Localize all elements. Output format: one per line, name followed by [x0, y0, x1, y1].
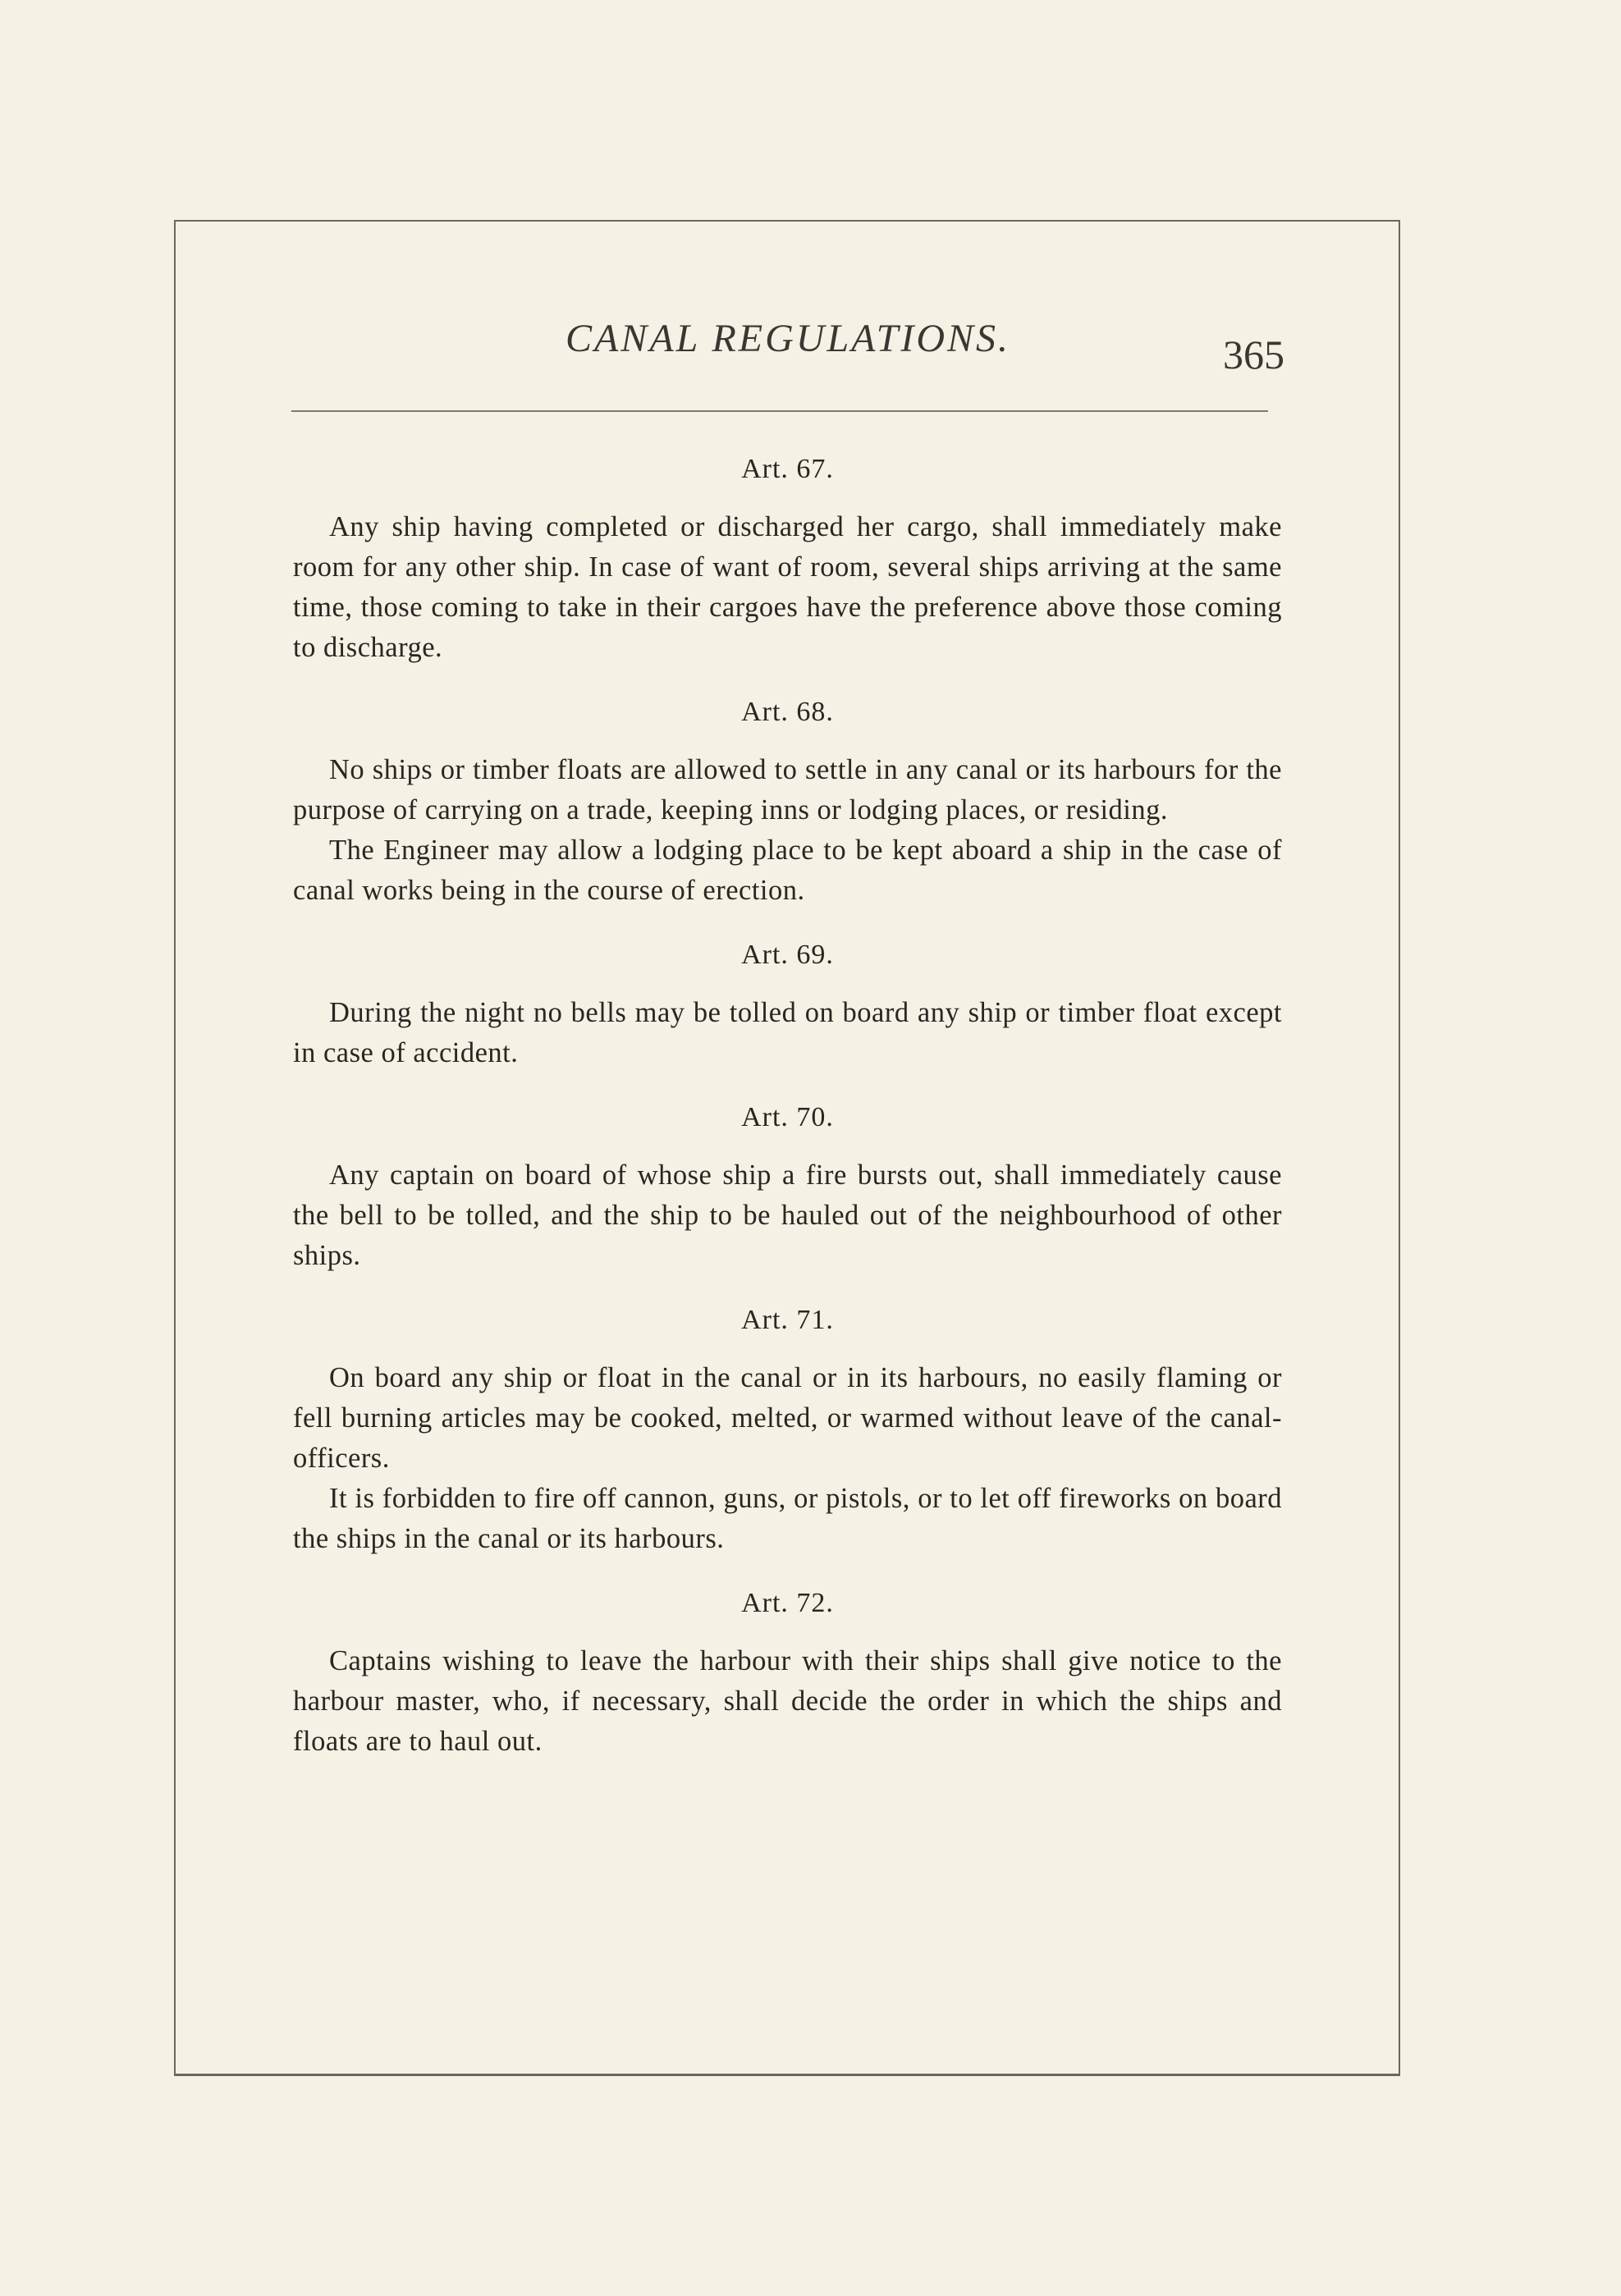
article-heading: Art. 72.	[741, 1588, 834, 1618]
article-72	[293, 1584, 1282, 1762]
article-heading: Art. 67.	[741, 454, 834, 484]
article-69	[293, 935, 1282, 1073]
page-number: 365	[1223, 332, 1284, 377]
article-paragraph: During the night no bells may be tolled on board any ship or timber float except in case of accident.	[293, 997, 1282, 1068]
article-67	[293, 450, 1282, 668]
article-paragraph: On board any ship or float in the canal or in its harbours, no easily flaming or fell burning articles may be cooked, melted, or warmed without leave of the canal-officers.	[293, 1362, 1282, 1474]
page-header	[291, 316, 1284, 382]
article-71	[293, 1301, 1282, 1559]
header-rule	[291, 410, 1268, 412]
running-head: CANAL REGULATIONS.	[565, 317, 1011, 360]
article-68	[293, 693, 1282, 911]
article-paragraph: Any ship having completed or discharged her cargo, shall immediately make room for any other ship. In case of want of room, several ships arriving at the same time, those coming to take in their cargoes have the preference above those coming to discharge.	[293, 511, 1282, 663]
article-paragraph: Any captain on board of whose ship a fire bursts out, shall immediately cause the bell to be tolled, and the ship to be hauled out of the neighbourhood of other ships.	[293, 1159, 1282, 1271]
article-heading: Art. 71.	[741, 1305, 834, 1335]
article-heading: Art. 70.	[741, 1102, 834, 1132]
article-heading: Art. 69.	[741, 940, 834, 970]
article-70	[293, 1098, 1282, 1276]
article-paragraph: No ships or timber floats are allowed to settle in any canal or its harbours for the purpose of carrying on a trade, keeping inns or lodging places, or residing.	[293, 754, 1282, 826]
article-paragraph: It is forbidden to fire off cannon, guns, or pistols, or to let off fireworks on board the ships in the canal or its harbours.	[293, 1483, 1282, 1554]
article-heading: Art. 68.	[741, 697, 834, 727]
article-paragraph: The Engineer may allow a lodging place to be kept aboard a ship in the case of canal works being in the course of erection.	[293, 835, 1282, 906]
article-list	[293, 450, 1282, 1762]
article-paragraph: Captains wishing to leave the harbour with their ships shall give notice to the harbour master, who, if necessary, shall decide the order in which the ships and floats are to haul out.	[293, 1645, 1282, 1757]
